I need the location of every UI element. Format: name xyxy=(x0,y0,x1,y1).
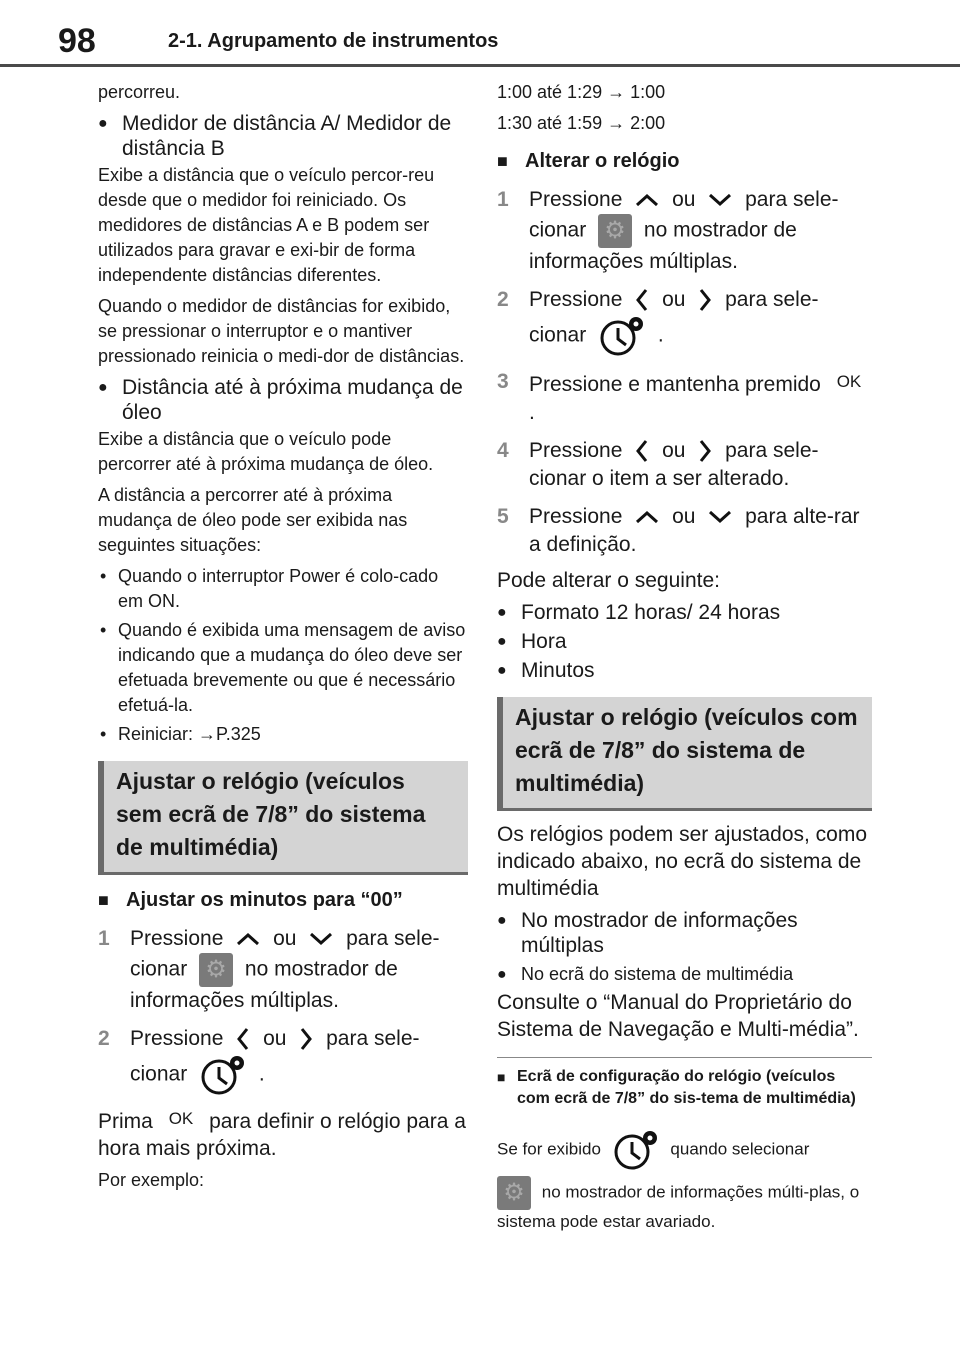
divider xyxy=(497,1057,872,1058)
section-box-title: Ajustar o relógio (veículos com ecrã de 7/8” do sistema de multimédia) xyxy=(497,697,872,811)
list-item: ● Hora xyxy=(497,629,872,654)
page-number: 98 xyxy=(58,22,96,60)
list-item: • Quando o interruptor Power é colo-cado em ON. xyxy=(98,564,468,614)
section-title: 2-1. Agrupamento de instrumentos xyxy=(168,30,499,52)
paragraph: Prima OK para definir o relógio para a hora mais próxima. xyxy=(98,1105,468,1162)
step-number: 2 xyxy=(98,1027,110,1050)
clock-settings-icon xyxy=(612,1128,660,1172)
list-item: ● Minutos xyxy=(497,658,872,683)
example-line: 1:30 até 1:59 → 2:00 xyxy=(497,113,666,133)
paragraph: Por exemplo: xyxy=(98,1170,205,1190)
step-number: 3 xyxy=(497,370,509,393)
paragraph: Consulte o “Manual do Proprietário do Sistema de Navegação e Multi-média”. xyxy=(497,991,859,1041)
chevron-down-icon xyxy=(707,192,733,208)
chevron-right-icon xyxy=(697,287,713,313)
chevron-right-icon xyxy=(298,1026,314,1052)
chevron-right-icon xyxy=(697,438,713,464)
chevron-down-icon xyxy=(707,509,733,525)
subsection-heading: ■ Alterar o relógio xyxy=(497,146,872,176)
chevron-down-icon xyxy=(308,931,334,947)
bullet-heading: ● Medidor de distância A/ Medidor de distância B xyxy=(98,111,468,161)
list-item: • Quando é exibida uma mensagem de aviso indicando que a mudança do óleo deve ser efetuada brevemente ou que é necessário efetuá-la. xyxy=(98,618,468,718)
note-heading: ■ Ecrã de configuração do relógio (veículos com ecrã de 7/8” do sis-tema de multimédia) xyxy=(497,1066,872,1110)
settings-gear-icon: ⚙ xyxy=(497,1176,531,1210)
step-number: 1 xyxy=(497,188,509,211)
list-item: ● Formato 12 horas/ 24 horas xyxy=(497,600,872,625)
chevron-left-icon xyxy=(634,438,650,464)
paragraph: A distância a percorrer até à próxima mudança de óleo pode ser exibida nas seguintes situações: xyxy=(98,485,408,555)
left-column xyxy=(98,80,468,1199)
settings-gear-icon: ⚙ xyxy=(598,214,632,248)
step-3: 3 Pressione e mantenha premido OK . xyxy=(497,370,862,424)
step-number: 4 xyxy=(497,439,509,462)
step-4: 4 Pressione ou para sele-cionar o item a ser alterado. xyxy=(497,439,819,490)
subsection-heading: ■ Ajustar os minutos para “00” xyxy=(98,885,468,915)
ok-button-icon: OK xyxy=(836,372,862,391)
paragraph: Os relógios podem ser ajustados, como indicado abaixo, no ecrã do sistema de multimédia xyxy=(497,823,868,900)
step-1: 1 Pressione ou para sele-cionar ⚙ no mostrador de informações múltiplas. xyxy=(497,188,839,273)
note-paragraph: Se for exibido quando selecionar xyxy=(497,1128,872,1172)
chevron-left-icon xyxy=(634,287,650,313)
list-item: • Reiniciar: →P.325 xyxy=(98,722,468,747)
chevron-up-icon xyxy=(634,509,660,525)
list-item: ● No ecrã do sistema de multimédia xyxy=(497,962,872,987)
page-header xyxy=(0,0,960,70)
step-1: 1 Pressione ou para sele-cionar ⚙ no mostrador de informações múltiplas. xyxy=(98,927,440,1012)
ok-button-icon: OK xyxy=(168,1109,194,1128)
step-2: 2 Pressione ou para sele-cionar . xyxy=(98,1025,468,1097)
chevron-left-icon xyxy=(235,1026,251,1052)
step-number: 1 xyxy=(98,927,110,950)
paragraph: Pode alterar o seguinte: xyxy=(497,569,720,592)
bullet-heading: ● Distância até à próxima mudança de óleo xyxy=(98,375,468,425)
step-number: 5 xyxy=(497,505,509,528)
step-number: 2 xyxy=(497,288,509,311)
paragraph: Exibe a distância que o veículo pode percorrer até à próxima mudança de óleo. xyxy=(98,429,434,474)
section-box-title: Ajustar o relógio (veículos sem ecrã de 7/8” do sistema de multimédia) xyxy=(98,761,468,875)
paragraph: percorreu. xyxy=(98,82,181,102)
step-2: 2 Pressione ou para sele-cionar . xyxy=(497,286,872,358)
clock-settings-icon xyxy=(598,314,646,358)
clock-settings-icon xyxy=(199,1053,247,1097)
list-item: ● No mostrador de informações múltiplas xyxy=(497,908,872,958)
right-column xyxy=(497,80,872,1238)
paragraph: Quando o medidor de distâncias for exibido, se pressionar o interruptor e o mantiver pressionado reinicia o medi-dor de distâncias. xyxy=(98,296,465,366)
note-paragraph: ⚙ no mostrador de informações múlti-plas, o sistema pode estar avariado. xyxy=(497,1176,872,1234)
step-5: 5 Pressione ou para alte-rar a definição. xyxy=(497,505,860,556)
header-rule xyxy=(0,64,960,67)
example-line: 1:00 até 1:29 → 1:00 xyxy=(497,82,666,102)
chevron-up-icon xyxy=(235,931,261,947)
paragraph: Exibe a distância que o veículo percor-reu desde que o medidor foi reiniciado. Os medidores de distâncias A e B podem ser utilizados para gravar e exi-bir de forma independente distâncias diferentes. xyxy=(98,165,435,285)
chevron-up-icon xyxy=(634,192,660,208)
settings-gear-icon: ⚙ xyxy=(199,953,233,987)
